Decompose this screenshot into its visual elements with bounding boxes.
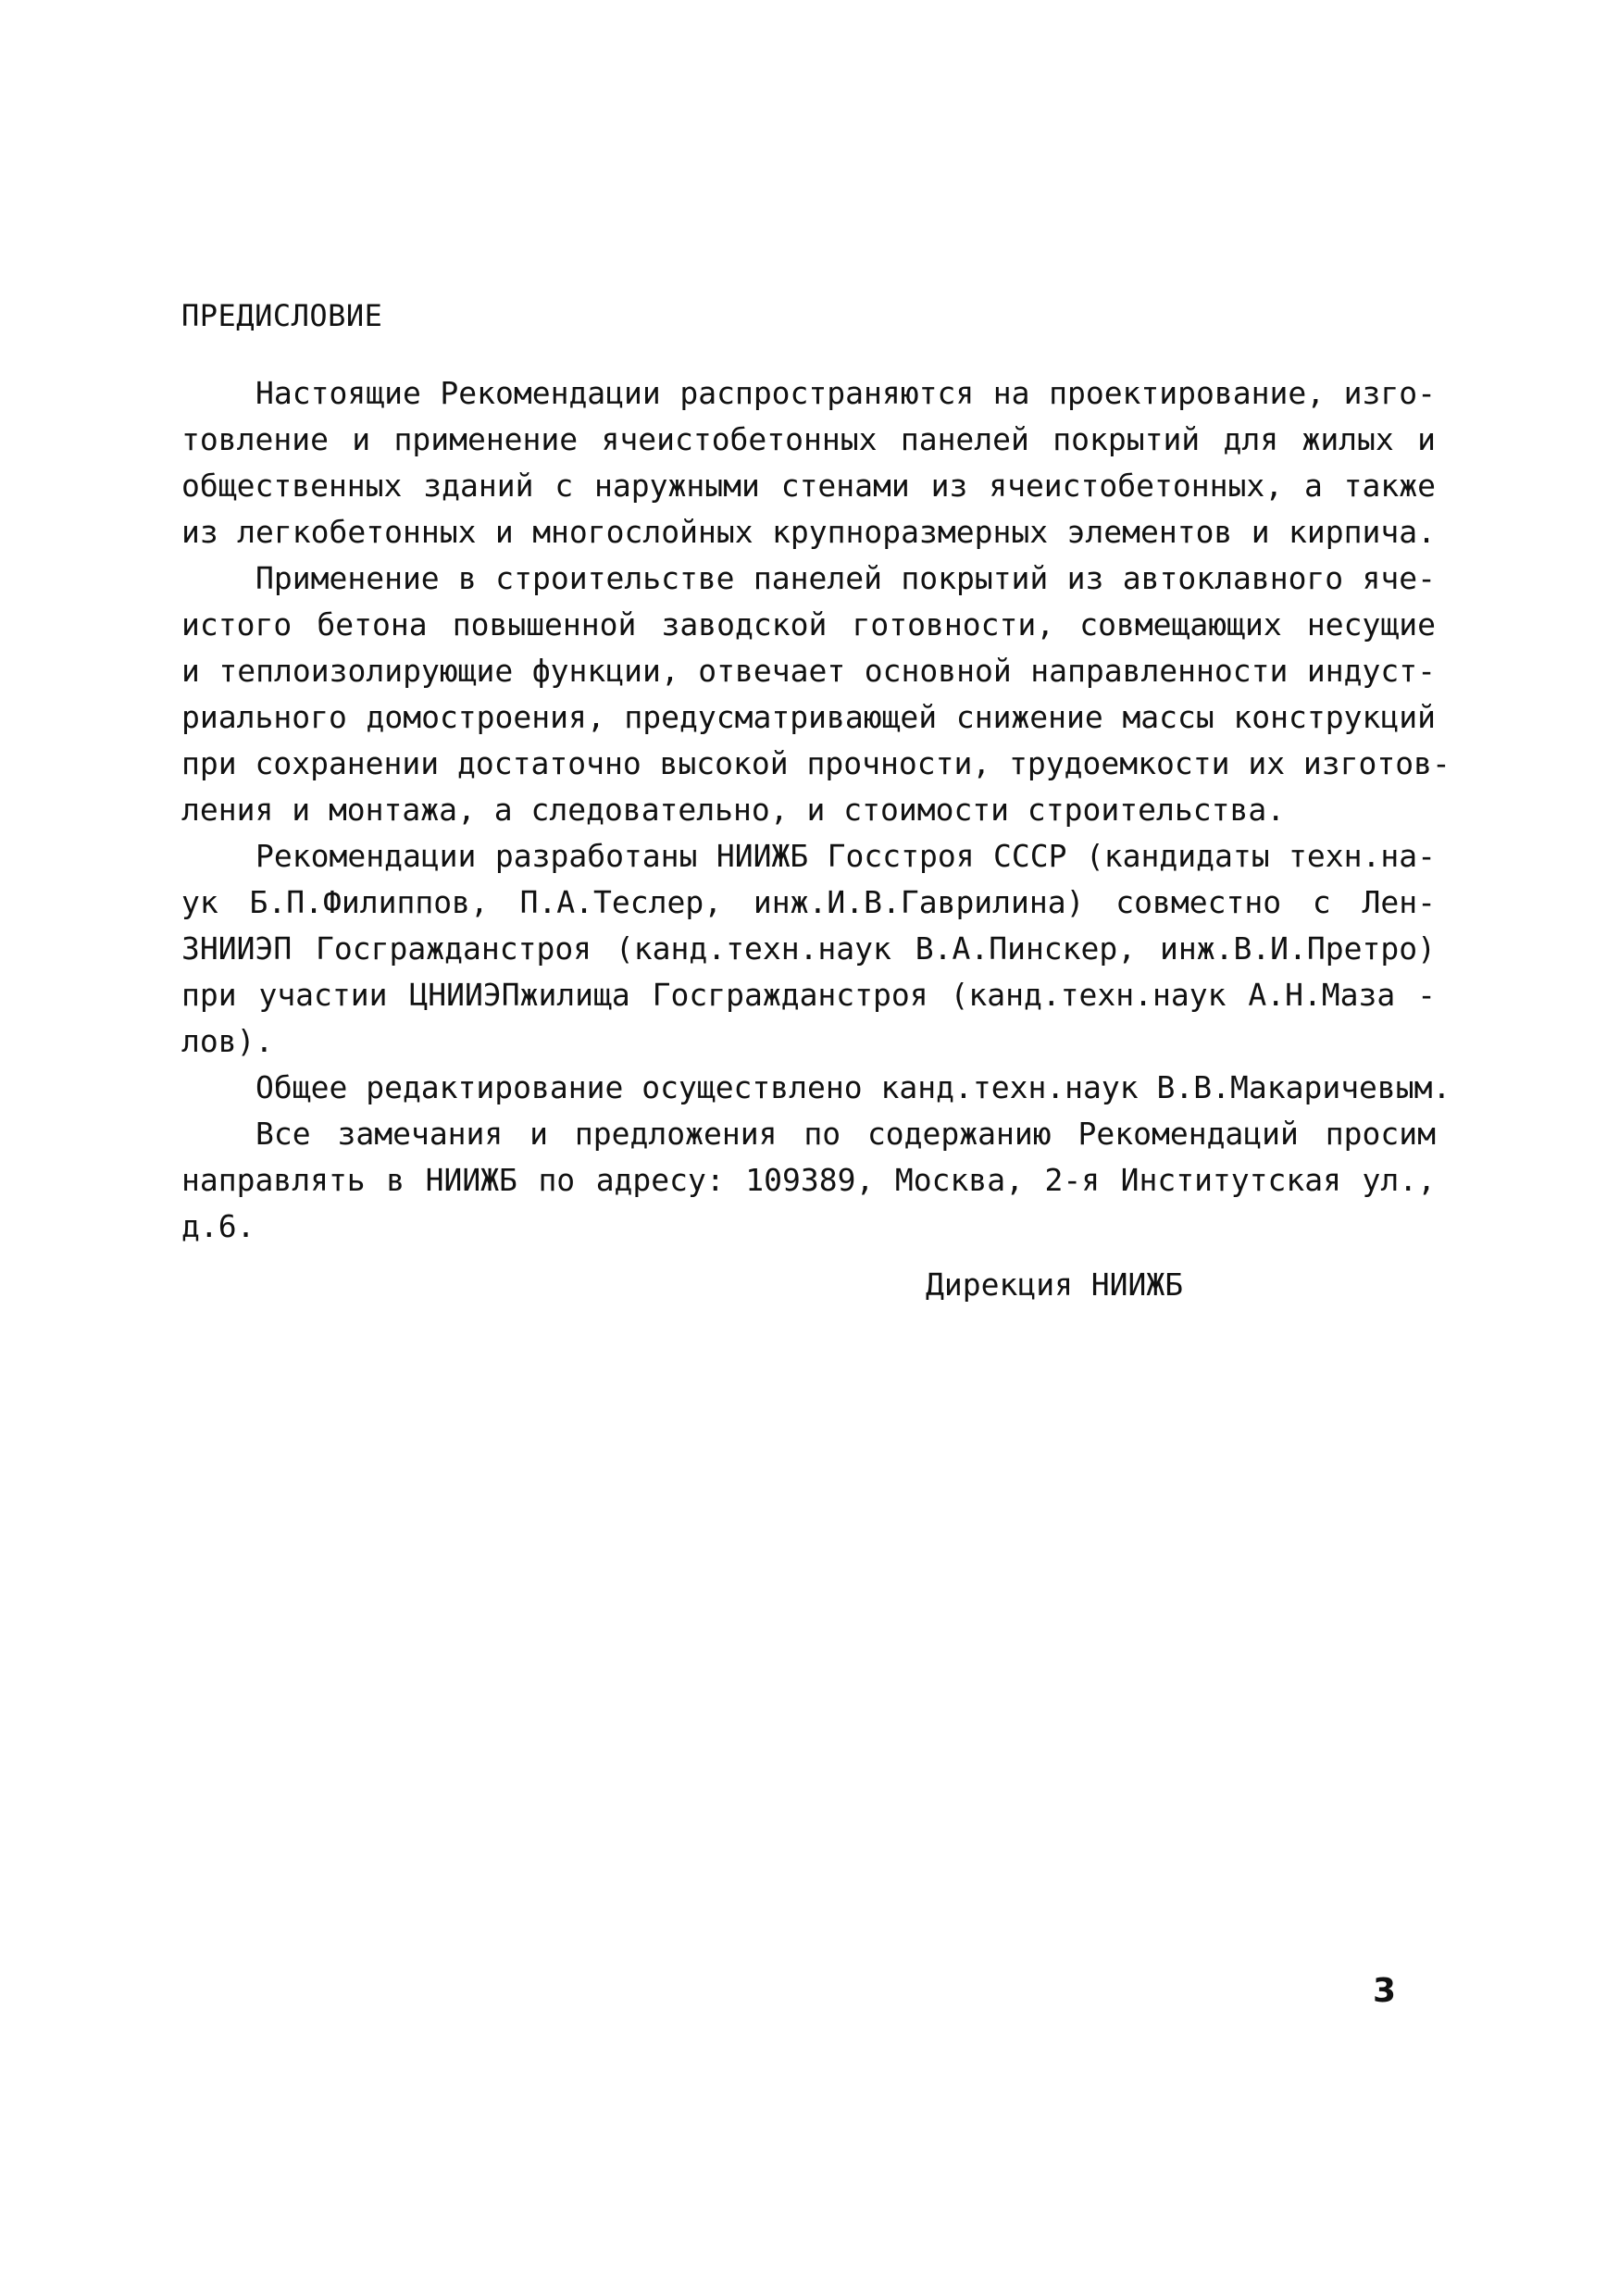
text-line: истого бетона повышенной заводской готовности, совмещающих несущие: [181, 606, 1436, 643]
text-line: направлять в НИИЖБ по адресу: 109389, Москва, 2-я Институтская ул.,: [181, 1162, 1436, 1198]
signature: Дирекция НИИЖБ: [926, 1267, 1184, 1303]
text-line: д.6.: [181, 1208, 255, 1244]
page-number: 3: [1373, 1972, 1397, 2010]
text-line: при сохранении достаточно высокой прочности, трудоемкости их изготов-: [181, 745, 1451, 781]
text-line: и теплоизолирующие функции, отвечает основной направленности индуст-: [181, 653, 1436, 689]
text-line: при участии ЦНИИЭПжилища Госгражданстроя (канд.техн.наук А.Н.Маза -: [181, 977, 1436, 1013]
text-line: из легкобетонных и многослойных крупноразмерных элементов и кирпича.: [181, 514, 1436, 550]
text-line: товление и применение ячеистобетонных панелей покрытий для жилых и: [181, 421, 1436, 457]
text-line: Настоящие Рекомендации распространяются на проектирование, изго-: [255, 375, 1436, 411]
text-line: риального домостроения, предусматривающей снижение массы конструкций: [181, 699, 1436, 735]
text-line: ук Б.П.Филиппов, П.А.Теслер, инж.И.В.Гаврилина) совместно с Лен-: [181, 884, 1436, 920]
text-line: общественных зданий с наружными стенами из ячеистобетонных, а также: [181, 468, 1436, 504]
text-line: Все замечания и предложения по содержанию Рекомендаций просим: [255, 1116, 1436, 1152]
page-title: ПРЕДИСЛОВИЕ: [181, 298, 383, 333]
text-line: Общее редактирование осуществлено канд.техн.наук В.В.Макаричевым.: [255, 1069, 1451, 1105]
text-line: ления и монтажа, а следовательно, и стоимости строительства.: [181, 792, 1286, 828]
text-line: лов).: [181, 1023, 274, 1059]
text-line: Применение в строительстве панелей покрытий из автоклавного яче-: [255, 560, 1436, 596]
text-line: Рекомендации разработаны НИИЖБ Госстроя СССР (кандидаты техн.на-: [255, 838, 1436, 874]
text-line: ЗНИИЭП Госгражданстроя (канд.техн.наук В.А.Пинскер, инж.В.И.Претро): [181, 930, 1436, 967]
